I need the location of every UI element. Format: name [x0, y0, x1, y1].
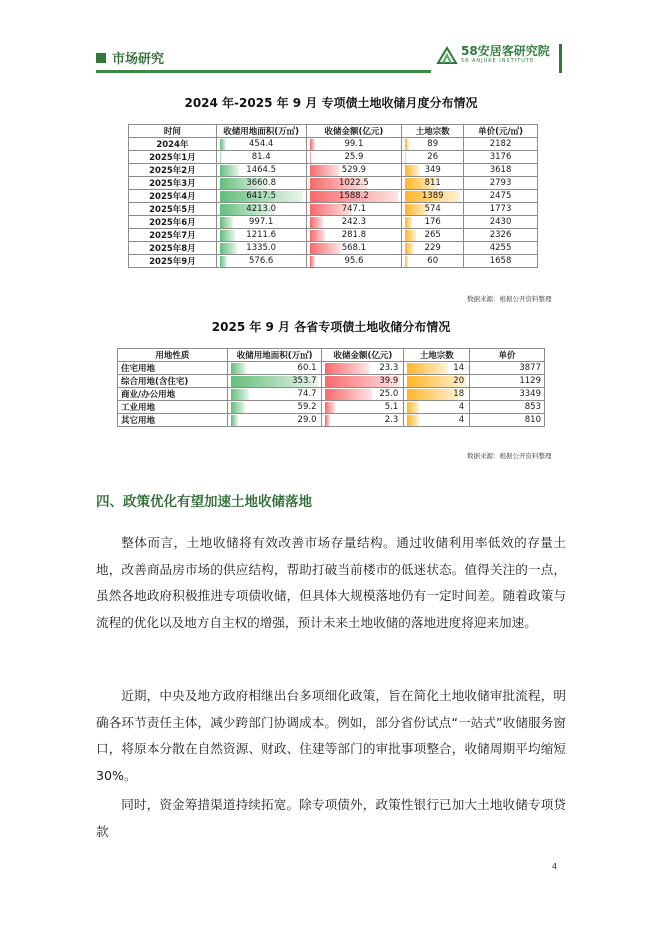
cell-amount	[322, 414, 404, 427]
cell-count	[402, 151, 464, 164]
cell-value: 4	[458, 415, 465, 425]
cell-value: 5.1	[384, 402, 399, 412]
header-vertical-bar	[559, 44, 562, 73]
cell-area	[216, 203, 306, 216]
cell-count	[402, 138, 464, 151]
cell-value: 89	[427, 139, 439, 149]
cell-amount	[306, 203, 402, 216]
data-bar-count	[407, 402, 419, 413]
cell-value: 568.1	[341, 243, 367, 253]
cell-value: 29.0	[297, 415, 317, 425]
cell-count	[402, 216, 464, 229]
cell-count	[404, 414, 470, 427]
cell-time: 2025年1月	[129, 151, 217, 164]
cell-area	[216, 151, 306, 164]
cell-value: 26	[427, 152, 439, 162]
cell-area	[227, 401, 322, 414]
cell-area	[216, 229, 306, 242]
table-row	[118, 375, 545, 388]
section-heading: 四、政策优化有望加速土地收储落地	[96, 494, 312, 510]
t2-header-0: 用地性质	[118, 349, 228, 362]
cell-value: 20	[453, 376, 465, 386]
cell-value: 23.3	[379, 363, 399, 373]
cell-price: 3176	[464, 151, 538, 164]
section-marker-icon	[96, 53, 106, 63]
section-title: 市场研究	[112, 52, 165, 67]
table1-source: 数据来源：根据公开资料整理	[467, 295, 552, 303]
cell-value: 6417.5	[246, 191, 277, 201]
cell-value: 454.4	[249, 139, 274, 149]
cell-value: 265	[424, 230, 441, 240]
t2-header-3: 土地宗数	[404, 349, 470, 362]
cell-value: 74.7	[297, 389, 317, 399]
table-row	[129, 229, 538, 242]
t2-header-4: 单价	[470, 349, 545, 362]
page-header	[96, 44, 566, 74]
paragraph-3: 同时，资金筹措渠道持续拓宽。除专项债外，政策性银行已加大土地收储专项贷款	[96, 797, 566, 839]
cell-amount	[306, 164, 402, 177]
table-row	[129, 242, 538, 255]
cell-amount	[322, 362, 404, 375]
cell-area	[216, 216, 306, 229]
cell-price: 2182	[464, 138, 538, 151]
cell-value: 95.6	[344, 256, 364, 266]
data-bar-count	[407, 415, 419, 426]
cell-price: 1129	[470, 375, 545, 388]
cell-time: 2025年8月	[129, 242, 217, 255]
table-row	[129, 138, 538, 151]
data-bar-amount	[325, 402, 335, 413]
cell-land-type: 住宅用地	[118, 362, 228, 375]
table2-title: 2025 年 9 月 各省专项债土地收储分布情况	[211, 320, 451, 334]
cell-value: 81.4	[251, 152, 271, 162]
cell-value: 1464.5	[246, 165, 277, 175]
cell-value: 576.6	[249, 256, 274, 266]
data-bar-amount	[325, 415, 329, 426]
cell-value: 811	[424, 178, 441, 188]
cell-amount	[306, 216, 402, 229]
data-bar-count	[407, 389, 460, 400]
cell-value: 2.3	[384, 415, 399, 425]
cell-area	[216, 190, 306, 203]
cell-amount	[306, 242, 402, 255]
cell-value: 997.1	[249, 217, 274, 227]
cell-value: 99.1	[344, 139, 364, 149]
cell-value: 14	[453, 363, 465, 373]
cell-count	[404, 362, 470, 375]
cell-area	[216, 177, 306, 190]
data-bar-amount	[325, 389, 372, 400]
table-row	[118, 362, 545, 375]
table2-source: 数据来源：根据公开资料整理	[467, 452, 552, 460]
cell-amount	[306, 255, 402, 268]
cell-value: 229	[424, 243, 441, 253]
cell-land-type: 其它用地	[118, 414, 228, 427]
cell-value: 1022.5	[339, 178, 369, 188]
cell-time: 2025年7月	[129, 229, 217, 242]
cell-value: 18	[453, 389, 465, 399]
t2-header-2: 收储金额(亿元)	[322, 349, 404, 362]
cell-value: 353.7	[292, 376, 317, 386]
cell-area	[227, 388, 322, 401]
table-row	[129, 255, 538, 268]
data-bar-amount	[325, 363, 369, 374]
cell-price: 2430	[464, 216, 538, 229]
cell-value: 3660.8	[246, 178, 277, 188]
t1-header-1: 收储用地面积(万㎡)	[216, 125, 306, 138]
cell-value: 1211.6	[246, 230, 277, 240]
cell-land-type: 商业/办公用地	[118, 388, 228, 401]
cell-time: 2025年4月	[129, 190, 217, 203]
cell-count	[404, 375, 470, 388]
t1-header-3: 土地宗数	[402, 125, 464, 138]
cell-area	[227, 414, 322, 427]
t1-header-2: 收储金额(亿元)	[306, 125, 402, 138]
cell-value: 4	[458, 402, 465, 412]
cell-count	[402, 229, 464, 242]
cell-time: 2025年5月	[129, 203, 217, 216]
table-row	[129, 164, 538, 177]
t1-header-0: 时间	[129, 125, 217, 138]
cell-count	[402, 177, 464, 190]
cell-price: 853	[470, 401, 545, 414]
cell-land-type: 综合用地(含住宅)	[118, 375, 228, 388]
cell-price: 2326	[464, 229, 538, 242]
cell-time: 2025年9月	[129, 255, 217, 268]
cell-value: 60.1	[297, 363, 317, 373]
cell-count	[404, 401, 470, 414]
cell-value: 529.9	[341, 165, 367, 175]
cell-value: 747.1	[341, 204, 367, 214]
cell-area	[216, 255, 306, 268]
section-label	[96, 48, 164, 67]
cell-land-type: 工业用地	[118, 401, 228, 414]
cell-price: 2475	[464, 190, 538, 203]
cell-time: 2024年	[129, 138, 217, 151]
table-row	[129, 203, 538, 216]
cell-area	[227, 375, 322, 388]
paragraph-2: 近期，中央及地方政府相继出台多项细化政策，旨在简化土地收储审批流程，明确各环节责任主体，减少跨部门协调成本。例如，部分省份试点“一站式”收储服务窗口，将原本分散在自然资源、财政、住建等部门的审批事项整合，收储周期平均缩短 30%。	[96, 688, 566, 783]
logo-en-text: 58·ANJUKE INSTITUTE	[461, 58, 535, 64]
cell-price: 3877	[470, 362, 545, 375]
logo-house-icon	[436, 45, 458, 65]
cell-area	[227, 362, 322, 375]
cell-value: 574	[424, 204, 441, 214]
cell-amount	[306, 229, 402, 242]
cell-amount	[322, 401, 404, 414]
cell-amount	[306, 138, 402, 151]
cell-price: 3349	[470, 388, 545, 401]
cell-price: 2793	[464, 177, 538, 190]
cell-count	[404, 388, 470, 401]
table-row	[118, 388, 545, 401]
data-bar-area	[231, 402, 246, 413]
cell-value: 25.0	[379, 389, 399, 399]
cell-count	[402, 190, 464, 203]
header-rule	[96, 70, 431, 73]
data-bar-area	[231, 415, 238, 426]
cell-count	[402, 203, 464, 216]
cell-count	[402, 242, 464, 255]
cell-count	[402, 255, 464, 268]
cell-value: 25.9	[344, 152, 364, 162]
cell-value: 281.8	[341, 230, 367, 240]
cell-time: 2025年3月	[129, 177, 217, 190]
cell-price: 1773	[464, 203, 538, 216]
cell-value: 4213.0	[246, 204, 277, 214]
cell-value: 349	[424, 165, 441, 175]
cell-count	[402, 164, 464, 177]
logo-cn-text: 58安居客研究院	[461, 44, 550, 58]
table-row	[118, 414, 545, 427]
cell-area	[216, 242, 306, 255]
cell-price: 3618	[464, 164, 538, 177]
cell-value: 1335.0	[246, 243, 277, 253]
cell-price: 1658	[464, 255, 538, 268]
cell-value: 60	[427, 256, 439, 266]
cell-amount	[306, 151, 402, 164]
table1-title: 2024 年-2025 年 9 月 专项债土地收储月度分布情况	[184, 96, 478, 110]
logo	[436, 44, 550, 65]
data-bar-area	[231, 389, 250, 400]
table-row	[129, 177, 538, 190]
cell-value: 176	[424, 217, 441, 227]
cell-price: 4255	[464, 242, 538, 255]
cell-area	[216, 138, 306, 151]
cell-value: 1389	[421, 191, 444, 201]
cell-value: 242.3	[341, 217, 367, 227]
cell-amount	[322, 375, 404, 388]
t1-header-4: 单价(元/㎡)	[464, 125, 538, 138]
cell-value: 1588.2	[339, 191, 369, 201]
cell-amount	[306, 177, 402, 190]
cell-price: 810	[470, 414, 545, 427]
cell-area	[216, 164, 306, 177]
data-bar-count	[407, 363, 448, 374]
cell-amount	[322, 388, 404, 401]
t2-header-1: 收储用地面积(万㎡)	[227, 349, 322, 362]
table-row	[118, 401, 545, 414]
table1-monthly-land-reserve	[128, 124, 538, 268]
table-row	[129, 151, 538, 164]
table-row	[129, 216, 538, 229]
page-number: 4	[552, 862, 558, 871]
cell-value: 59.2	[297, 402, 317, 412]
cell-amount	[306, 190, 402, 203]
table2-land-type-distribution	[117, 348, 545, 427]
cell-time: 2025年2月	[129, 164, 217, 177]
cell-time: 2025年6月	[129, 216, 217, 229]
data-bar-area	[231, 363, 246, 374]
table-row	[129, 190, 538, 203]
cell-value: 39.9	[379, 376, 399, 386]
paragraph-1: 整体而言，土地收储将有效改善市场存量结构。通过收储利用率低效的存量土地，改善商品房市场的供应结构，帮助打破当前楼市的低迷状态。值得关注的一点，虽然各地政府积极推进专项债收储，但具体大规模落地仍有一定时间差。随着政策与流程的优化以及地方自主权的增强，预计未来土地收储的落地进度将迎来加速。	[96, 535, 566, 630]
